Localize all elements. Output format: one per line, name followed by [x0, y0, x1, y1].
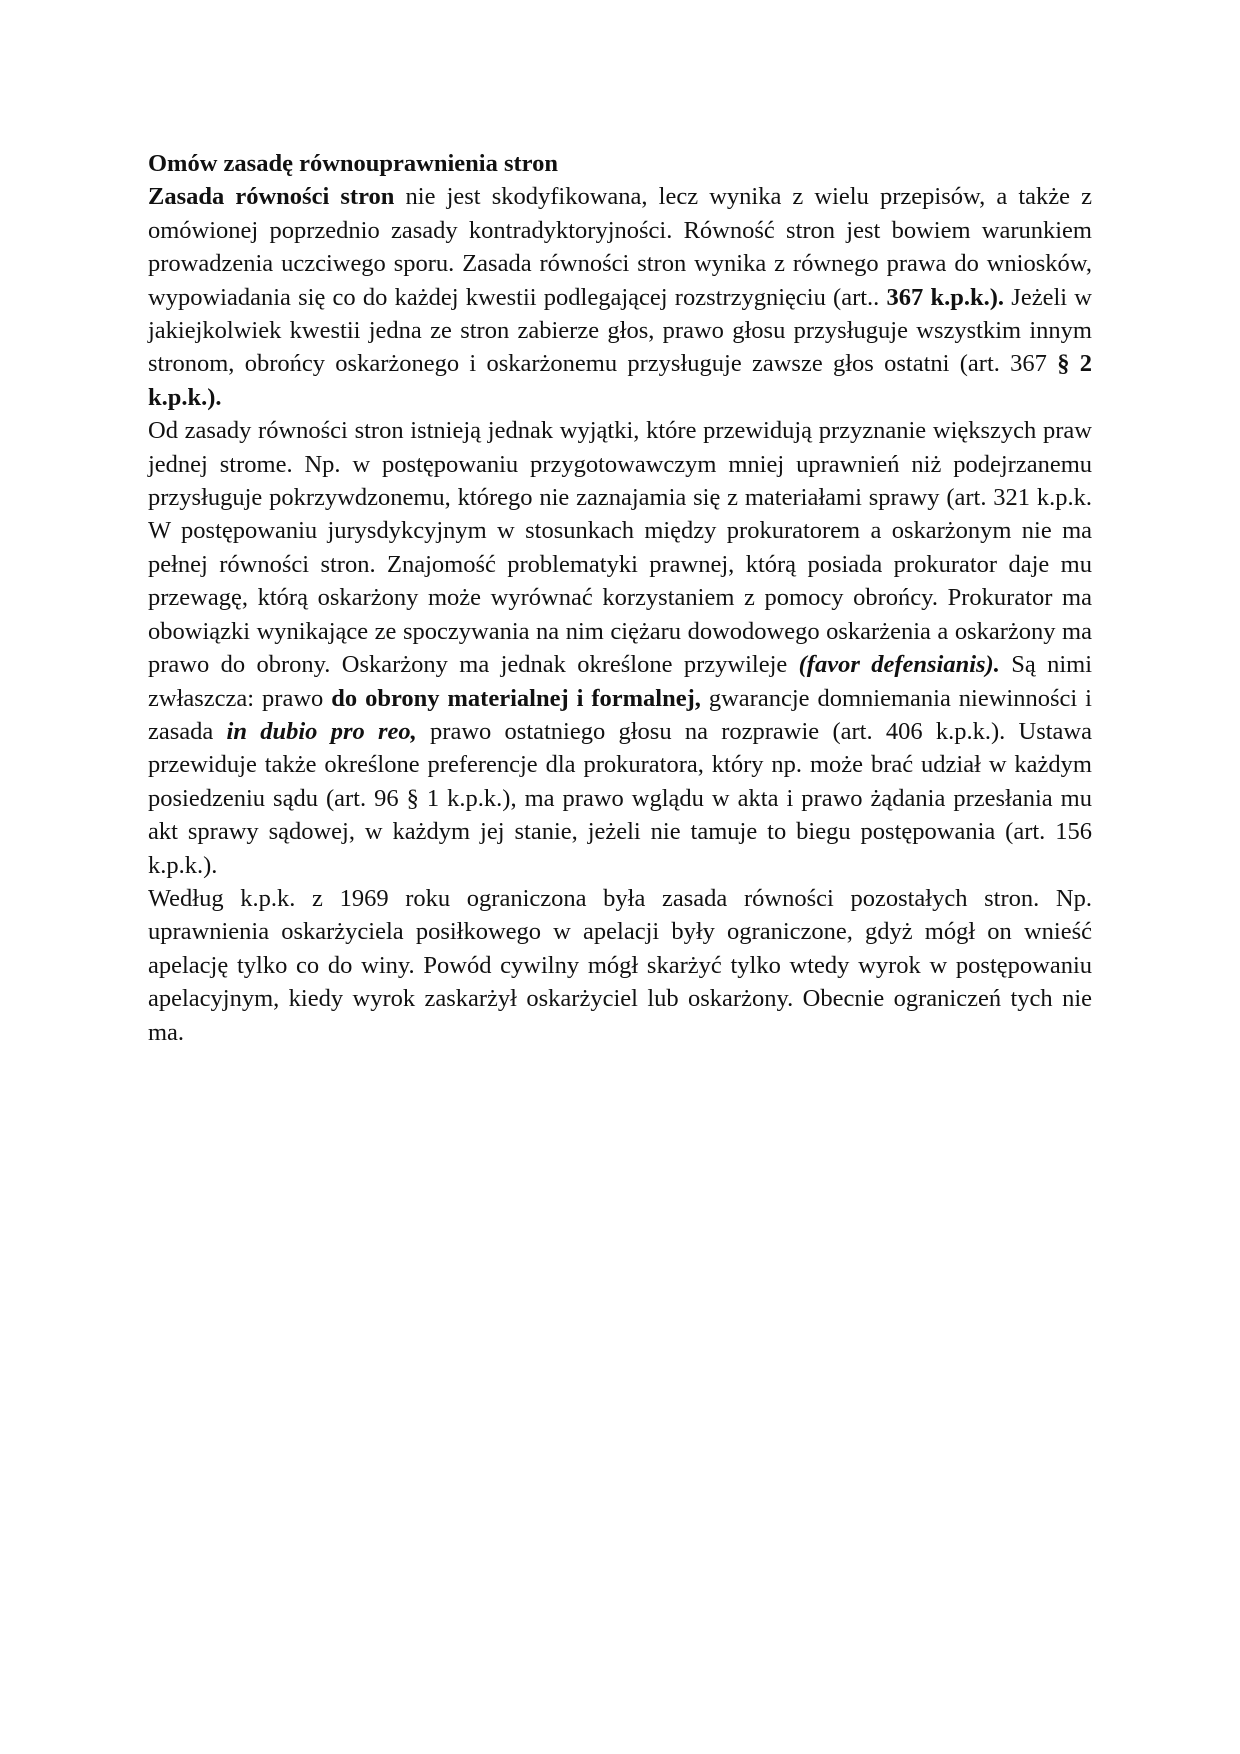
text-run: 367 k.p.k.). [886, 283, 1005, 311]
document-content [148, 147, 1092, 1049]
text-run: Od zasady równości stron istnieją jednak wyjątki, które przewidują przyznanie większych praw jednej strome. Np. w postępowaniu przygotowawczym mniej uprawnień niż podejrzanemu przysługuje pokrzywdzonemu, którego nie zaznajamia się z materiałami sprawy (art. 321 k.p.k. W postępowaniu jurysdykcyjnym w stosunkach między prokuratorem a oskarżonym nie ma pełnej równości stron. Znajomość problematyki prawnej, którą posiada prokurator daje mu przewagę, którą oskarżony może wyrównać korzystaniem z pomocy obrońcy. Prokurator ma obowiązki wynikające ze spoczywania na nim ciężaru dowodowego oskarżenia a oskarżony ma prawo do obrony. Oskarżony ma jednak określone przywileje [148, 417, 1092, 679]
text-run: nie jest skodyfikowana, lecz wynika z wielu przepisów, a także z omówionej poprzednio zasady kontradyktoryjności. Równość stron jest bowiem warunkiem prowadzenia uczciwego sporu. Zasada równości stron wynika z równego prawa do wniosków, wypowiadania się co do każdej kwestii podlegającej rozstrzygnięciu (art.. [148, 183, 1092, 311]
paragraph-1 [148, 180, 1092, 414]
text-run: Jeżeli w jakiejkolwiek kwestii jedna ze stron zabierze głos, prawo głosu przysługuje wszystkim innym stronom, obrońcy oskarżonego i oskarżonemu przysługuje zawsze głos ostatni (art. 367 [148, 283, 1092, 378]
paragraph-3 [148, 882, 1092, 1049]
text-run: Według k.p.k. z 1969 roku ograniczona była zasada równości pozostałych stron. Np. uprawnienia oskarżyciela posiłkowego w apelacji były ograniczone, gdyż mógł on wnieść apelację tylko co do winy. Powód cywilny mógł skarżyć tylko wtedy wyrok w postępowaniu apelacyjnym, kiedy wyrok zaskarżył oskarżyciel lub oskarżony. Obecnie ograniczeń tych nie ma. [148, 884, 1092, 1046]
text-run: § 2 k.p.k.). [148, 350, 1092, 411]
text-run: (favor defensianis). [798, 651, 1000, 679]
text-run: prawo ostatniego głosu na rozprawie (art. 406 k.p.k.). Ustawa przewiduje także określone preferencje dla prokuratora, który np. może brać udział w każdym posiedzeniu sądu (art. 96 § 1 k.p.k.), ma prawo wglądu w akta i prawo żądania przesłania mu akt sprawy sądowej, w każdym jej stanie, jeżeli nie tamuje to biegu postępowania (art. 156 k.p.k.). [148, 717, 1092, 879]
text-run: in dubio pro reo, [226, 717, 417, 745]
document-heading: Omów zasadę równouprawnienia stron [148, 150, 558, 177]
text-run: gwarancje domniemania niewinności i zasada [148, 684, 1092, 745]
paragraph-2 [148, 414, 1092, 882]
text-run: do obrony materialnej i formalnej, [331, 684, 701, 712]
text-run: Są nimi zwłaszcza: prawo [148, 651, 1092, 712]
text-run: Zasada równości stron [148, 183, 395, 211]
